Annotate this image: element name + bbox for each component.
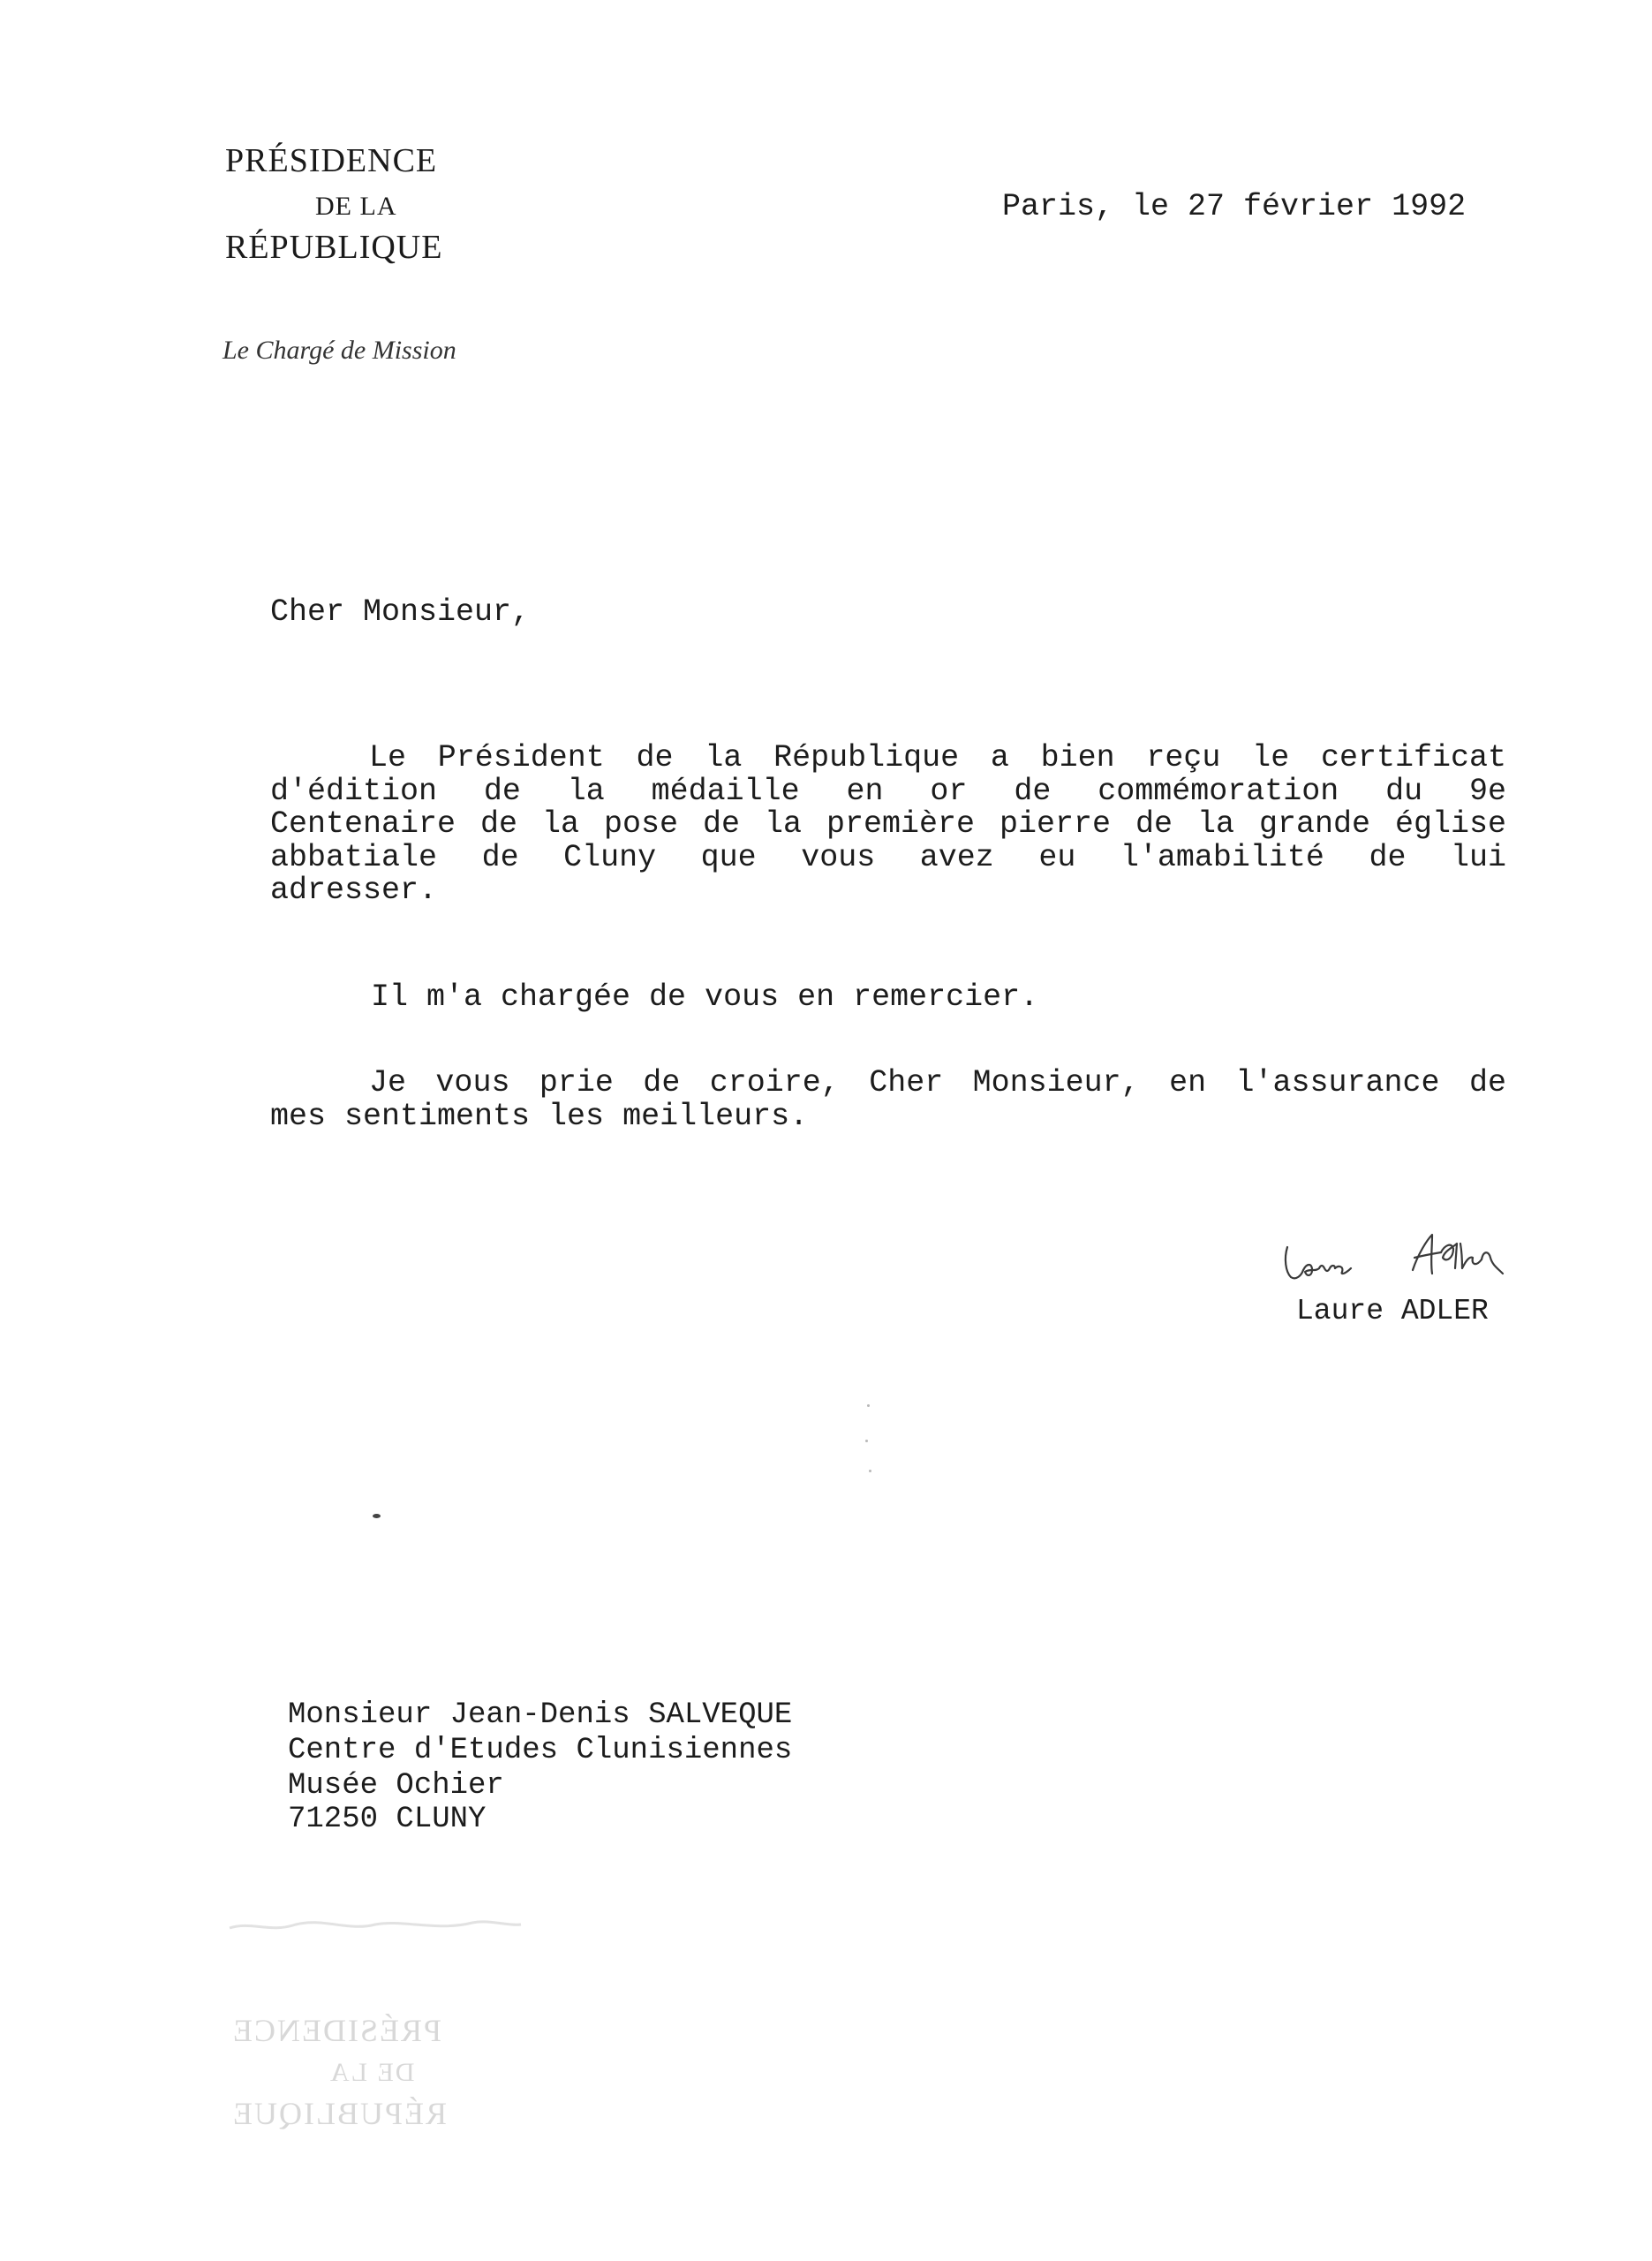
show-through-line-3: RÉPUBLIQUE [231,2096,447,2131]
paragraph-line: d'édition de la médaille en or de commémoration du 9e [270,773,1506,809]
show-through-line-2: DE LA [328,2058,415,2087]
recipient-organization: Centre d'Etudes Clunisiennes [288,1734,793,1767]
office-title: Le Chargé de Mission [223,336,456,365]
signature-name: Laure ADLER [1296,1295,1489,1327]
letter-date: Paris, le 27 février 1992 [1002,189,1467,224]
letterhead-line-1: PRÉSIDENCE [225,142,438,179]
paragraph-line: Le Président de la République a bien reçu le certificat [369,740,1506,775]
salutation: Cher Monsieur, [270,594,531,630]
body-paragraph-2: Il m'a chargée de vous en remercier. [371,979,1039,1015]
ink-speck [869,1470,871,1472]
recipient-name: Monsieur Jean-Denis SALVEQUE [288,1698,793,1732]
ink-speck [867,1404,870,1407]
paragraph-line: Je vous prie de croire, Cher Monsieur, en l'assurance de [369,1065,1506,1100]
paragraph-line: adresser. [270,873,438,908]
closing-paragraph [270,1067,1506,1133]
handwritten-signature [1280,1228,1528,1289]
letterhead-line-3: RÉPUBLIQUE [225,229,443,266]
show-through-line-1: PRÉSIDENCE [231,2013,442,2048]
paragraph-line: abbatiale de Cluny que vous avez eu l'amabilité de lui [270,839,1506,875]
show-through-scribble [225,1912,525,1943]
ink-speck [865,1440,868,1442]
ink-speck [373,1514,381,1518]
recipient-street: Musée Ochier [288,1769,504,1803]
letterhead-line-2: DE LA [315,192,397,221]
paragraph-line: mes sentiments les meilleurs. [270,1098,809,1134]
paragraph-line: Centenaire de la pose de la première pierre de la grande église [270,806,1506,842]
recipient-city: 71250 CLUNY [288,1803,487,1836]
body-paragraph-1 [270,742,1506,908]
